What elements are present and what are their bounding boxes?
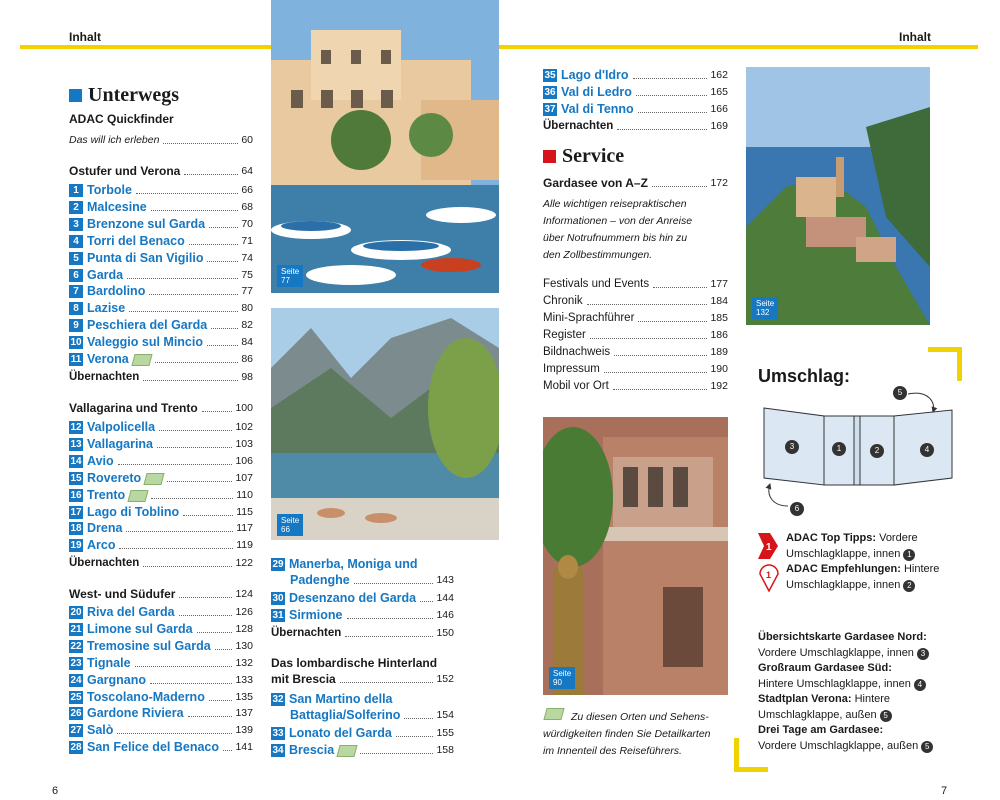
- service-page: 177: [710, 278, 728, 290]
- number-badge: 10: [70, 337, 82, 349]
- service-label: Impressum: [543, 363, 600, 375]
- entry-text: Vordere Umschlagklappe, innen: [758, 646, 914, 659]
- toc-row[interactable]: [69, 538, 253, 552]
- number-badge: 14: [70, 455, 82, 467]
- toc-page: 165: [710, 86, 728, 98]
- toc-page: 80: [241, 302, 253, 315]
- tipps-text-2: Umschlagklappe, innen: [786, 547, 901, 560]
- toc-page: 135: [235, 690, 253, 703]
- circle-number: 3: [917, 648, 929, 660]
- toc-label: Salò: [87, 723, 114, 738]
- seite-number: 77: [281, 276, 290, 285]
- entry-title: Drei Tage am Gardasee:: [758, 724, 884, 736]
- toc-row[interactable]: [69, 420, 253, 434]
- section-title: Vallagarina und Trento: [69, 401, 198, 415]
- tipps-entry[interactable]: [758, 531, 918, 562]
- toc-row[interactable]: [69, 505, 253, 519]
- circle-number: 2: [903, 580, 915, 592]
- toc-label: Riva del Garda: [87, 605, 175, 619]
- map-entry[interactable]: [758, 723, 958, 754]
- toc-row[interactable]: [69, 234, 253, 248]
- section-page: 100: [235, 402, 253, 414]
- toc-page: 130: [235, 639, 253, 652]
- toc-row[interactable]: [69, 352, 253, 366]
- toc-row[interactable]: [69, 318, 253, 332]
- entry-title: Stadtplan Verona:: [758, 693, 852, 705]
- service-page: 189: [710, 346, 728, 358]
- toc-row[interactable]: [69, 690, 253, 704]
- number-badge: 17: [70, 506, 82, 518]
- number-badge: 16: [70, 489, 82, 501]
- service-row[interactable]: [543, 277, 728, 291]
- toc-label: Peschiera del Garda: [87, 318, 208, 333]
- number-badge: 27: [70, 725, 82, 737]
- toc-label: Torri del Benaco: [87, 233, 185, 248]
- number-badge: 25: [70, 691, 82, 703]
- service-row[interactable]: [543, 362, 728, 376]
- service-label: Mini-Sprachführer: [543, 312, 635, 324]
- toc-label: Tignale: [87, 655, 131, 670]
- number-badge: 33: [272, 728, 284, 739]
- az-label: Gardasee von A–Z: [543, 176, 648, 190]
- toc-page: 133: [235, 673, 253, 686]
- az-description: [543, 196, 692, 264]
- service-page: 190: [710, 363, 728, 375]
- hinterland-title: Das lombardische Hinterland: [271, 656, 438, 670]
- service-row[interactable]: [543, 379, 728, 393]
- header-rule-right: [499, 45, 978, 49]
- number-badge: 23: [70, 657, 82, 669]
- blue-square-icon: [69, 89, 82, 102]
- toc-label: Lago di Toblino: [87, 504, 180, 519]
- diagram-number-badge: 6: [790, 502, 804, 516]
- entry-text: Vordere Umschlagklappe, außen: [758, 739, 919, 752]
- toc-label: Valeggio sul Mincio: [87, 335, 203, 350]
- ueb-label: Übernachten: [543, 120, 614, 132]
- entry-text: Hintere: [851, 693, 891, 705]
- toc-page: 144: [436, 592, 454, 604]
- toc-label: Drena: [87, 521, 123, 536]
- entry-text: Umschlagklappe, außen: [758, 708, 877, 721]
- toc-page: 107: [235, 471, 253, 484]
- service-row[interactable]: [543, 311, 728, 325]
- number-badge: 30: [272, 593, 284, 604]
- toc-page: 86: [241, 353, 253, 365]
- number-badge: 22: [70, 640, 82, 652]
- toc-row[interactable]: [69, 454, 253, 468]
- toc-row[interactable]: [69, 521, 253, 535]
- toc-row[interactable]: [271, 591, 454, 605]
- photo-harbor: [271, 0, 499, 293]
- ueb-label: Übernachten: [69, 371, 140, 383]
- photo-lake-beach: [271, 308, 499, 540]
- toc-row[interactable]: [69, 740, 253, 754]
- number-badge: 4: [69, 235, 83, 248]
- seite-number: 90: [553, 678, 562, 687]
- circle-number: 1: [903, 549, 915, 561]
- service-label: Mobil vor Ort: [543, 380, 609, 392]
- service-page: 184: [710, 295, 728, 307]
- service-label: Chronik: [543, 295, 583, 307]
- toc-label: Bardolino: [87, 284, 146, 299]
- empf-text-2: Umschlagklappe, innen: [786, 578, 901, 591]
- toc-row[interactable]: [69, 622, 253, 636]
- toc-page: 77: [241, 285, 253, 298]
- ueb-page: 122: [235, 557, 253, 569]
- entry-text: Hintere Umschlagklappe, innen: [758, 677, 911, 690]
- az-page: 172: [710, 177, 728, 189]
- seite-number: 132: [756, 308, 770, 317]
- number-badge: 8: [69, 302, 83, 315]
- seite-badge-77: [277, 265, 303, 287]
- toc-page: 103: [235, 437, 253, 450]
- toc-label: Lago d'Idro: [561, 68, 629, 82]
- service-label: Bildnachweis: [543, 346, 611, 358]
- toc-label: Punta di San Vigilio: [87, 250, 204, 265]
- top-tipp-icon: [758, 533, 778, 559]
- ueb-label: Übernachten: [69, 557, 140, 569]
- empf-bold: ADAC Empfehlungen:: [786, 563, 901, 575]
- red-square-icon: [543, 150, 556, 163]
- map-entries: [758, 630, 958, 754]
- toc-row-29[interactable]: [271, 557, 454, 587]
- number-badge: 19: [70, 540, 82, 552]
- toc-page: 102: [235, 421, 253, 433]
- number-badge: 6: [69, 269, 83, 282]
- toc-row[interactable]: [543, 68, 728, 82]
- seite-label: Seite: [756, 299, 775, 308]
- map-entry[interactable]: [758, 661, 958, 692]
- number-badge: 7: [69, 285, 83, 298]
- circle-number: 5: [921, 741, 933, 753]
- toc-label: Verona: [87, 352, 129, 366]
- hinterland-page: 152: [436, 673, 454, 685]
- toc-row[interactable]: [543, 102, 728, 116]
- header-right: Inhalt: [899, 30, 931, 44]
- toc-label: Valpolicella: [87, 420, 156, 434]
- toc-label: Rovereto: [87, 470, 142, 485]
- number-badge: 29: [272, 558, 284, 570]
- toc-page: 66: [241, 184, 253, 196]
- service-row[interactable]: [543, 294, 728, 308]
- toc-label: Desenzano del Garda: [289, 591, 417, 605]
- toc-page: 137: [235, 707, 253, 720]
- number-badge: 3: [69, 218, 83, 231]
- ueb-page: 98: [241, 371, 253, 383]
- toc-label-cont: Battaglia/Solferino: [290, 708, 401, 722]
- hinterland-heading[interactable]: [271, 656, 454, 686]
- toc-page: 155: [436, 727, 454, 739]
- number-badge: 2: [69, 201, 83, 214]
- diagram-number-badge: 4: [920, 443, 934, 457]
- number-badge: 18: [70, 523, 82, 535]
- toc-label: Malcesine: [87, 199, 147, 214]
- toc-row[interactable]: [69, 639, 253, 653]
- number-badge: 13: [70, 438, 82, 450]
- service-heading: [543, 145, 624, 168]
- map-entry[interactable]: [758, 630, 958, 661]
- toc-label: Brenzone sul Garda: [87, 216, 206, 231]
- toc-row[interactable]: [271, 743, 454, 757]
- number-badge: 5: [69, 252, 83, 265]
- toc-label: Torbole: [87, 183, 132, 197]
- service-title: Service: [562, 145, 625, 167]
- toc-label: Avio: [87, 453, 114, 468]
- lake-illustration: [271, 308, 499, 540]
- map-icon: [131, 354, 152, 366]
- toc-label: Lonato del Garda: [289, 726, 392, 740]
- recommendation-icon: [758, 564, 780, 592]
- number-badge: 21: [70, 623, 82, 635]
- toc-page: 84: [241, 336, 253, 349]
- diagram-number-badge: 5: [893, 386, 907, 400]
- map-icon: [144, 473, 165, 485]
- diagram-number-badge: 3: [785, 440, 799, 454]
- toc-label: San Felice del Benaco: [87, 740, 219, 755]
- entry-title: Übersichtskarte Gardasee Nord:: [758, 631, 927, 643]
- toc-page: 141: [235, 741, 253, 754]
- map-icon: [543, 708, 564, 720]
- number-badge: 31: [272, 610, 284, 621]
- section-title: Ostufer und Verona: [69, 164, 181, 178]
- toc-row[interactable]: [69, 673, 253, 687]
- toc-row[interactable]: [271, 726, 454, 740]
- service-page: 186: [710, 329, 728, 341]
- service-label: Register: [543, 329, 586, 341]
- toc-page: 128: [235, 622, 253, 635]
- number-badge: 26: [70, 708, 82, 720]
- toc-label: Brescia: [289, 743, 335, 757]
- toc-row[interactable]: [69, 437, 253, 451]
- page-number-left: 6: [52, 785, 59, 797]
- seite-badge-90: [549, 667, 575, 689]
- toc-row[interactable]: [69, 217, 253, 231]
- toc-label: Sirmione: [289, 608, 343, 622]
- map-icon: [128, 490, 149, 502]
- circle-number: 5: [880, 710, 892, 722]
- toc-label: Val di Tenno: [561, 102, 634, 116]
- toc-row[interactable]: [69, 133, 253, 147]
- seite-label: Seite: [281, 516, 300, 525]
- toc-page: 143: [436, 574, 454, 586]
- number-badge: 24: [70, 674, 82, 686]
- entry-title: Großraum Gardasee Süd:: [758, 662, 892, 674]
- empf-text: Hintere: [900, 563, 940, 575]
- ueb-row[interactable]: [271, 626, 454, 640]
- number-badge: 15: [70, 472, 82, 484]
- number-badge: 34: [272, 745, 284, 756]
- ueb-row[interactable]: [69, 370, 253, 384]
- svg-text:1: 1: [766, 542, 772, 553]
- number-badge: 37: [544, 104, 556, 115]
- toc-page: 74: [241, 251, 253, 264]
- toc-label-cont: Padenghe: [290, 573, 350, 587]
- unterwegs-title: Unterwegs: [88, 84, 180, 106]
- toc-row[interactable]: [69, 723, 253, 737]
- toc-row[interactable]: [69, 488, 253, 502]
- caption-line: im Innenteil des Reiseführers.: [543, 745, 682, 757]
- photo-juliet-balcony: [543, 417, 728, 695]
- service-row[interactable]: [543, 328, 728, 342]
- toc-page: 119: [236, 539, 253, 552]
- toc-label: Das will ich erleben: [69, 134, 160, 146]
- toc-row[interactable]: [69, 471, 253, 485]
- map-caption: [543, 708, 733, 760]
- toc-row[interactable]: [69, 706, 253, 720]
- number-badge: 12: [70, 422, 82, 433]
- number-badge: 1: [69, 184, 83, 197]
- balcony-illustration: [543, 417, 728, 695]
- toc-row[interactable]: [69, 268, 253, 282]
- toc-label: Lazise: [87, 301, 126, 316]
- toc-row[interactable]: [543, 85, 728, 99]
- ueb-row[interactable]: [69, 556, 253, 570]
- toc-page: 139: [235, 724, 253, 737]
- toc-label: Gargnano: [87, 672, 147, 687]
- toc-row[interactable]: [69, 605, 253, 619]
- section-page: 64: [241, 165, 253, 177]
- number-badge: 36: [544, 87, 556, 98]
- toc-label: Toscolano-Maderno: [87, 689, 205, 704]
- svg-text:1: 1: [766, 570, 772, 580]
- toc-page: 75: [241, 268, 253, 281]
- toc-page: 146: [436, 609, 454, 621]
- number-badge: 9: [69, 319, 83, 332]
- unterwegs-heading: [69, 84, 179, 107]
- toc-page: 110: [236, 488, 253, 501]
- section-row-westufer[interactable]: [69, 587, 253, 601]
- village-illustration: [746, 67, 930, 325]
- toc-page: 60: [241, 134, 253, 146]
- tipps-bold: ADAC Top Tipps:: [786, 532, 877, 544]
- toc-row[interactable]: [69, 251, 253, 265]
- map-icon: [337, 745, 358, 757]
- service-page: 192: [710, 380, 728, 392]
- hinterland-title-cont: mit Brescia: [271, 672, 336, 686]
- umschlag-title: Umschlag:: [758, 366, 851, 386]
- toc-label: Limone sul Garda: [87, 621, 193, 636]
- toc-row[interactable]: [69, 183, 253, 197]
- toc-label: San Martino della: [289, 692, 393, 706]
- ueb-row[interactable]: [543, 119, 728, 133]
- toc-row[interactable]: [271, 608, 454, 622]
- diagram-number-badge: 1: [832, 442, 846, 456]
- ueb-page: 169: [710, 120, 728, 132]
- az-row[interactable]: [543, 176, 728, 190]
- ueb-page: 150: [436, 627, 454, 639]
- toc-row[interactable]: [69, 301, 253, 315]
- quickfinder-heading: ADAC Quickfinder: [69, 112, 174, 126]
- seite-number: 66: [281, 525, 290, 534]
- toc-row-32[interactable]: [271, 692, 454, 722]
- empfehlungen-entry[interactable]: [758, 562, 939, 593]
- toc-page: 154: [436, 709, 454, 721]
- number-badge: 32: [272, 693, 284, 705]
- az-desc-line: Alle wichtigen reisepraktischen: [543, 198, 687, 210]
- map-entry[interactable]: [758, 692, 958, 723]
- toc-page: 106: [235, 454, 253, 467]
- toc-page: 82: [241, 319, 253, 332]
- number-badge: 35: [544, 70, 556, 81]
- seite-badge-66: [277, 514, 303, 536]
- header-left: Inhalt: [69, 30, 101, 44]
- toc-page: 71: [241, 234, 253, 247]
- toc-page: 68: [241, 200, 253, 213]
- toc-page: 158: [436, 744, 454, 756]
- service-page: 185: [710, 312, 728, 324]
- number-badge: 20: [70, 607, 82, 618]
- az-desc-line: Informationen – von der Anreise: [543, 215, 693, 227]
- section-row-ostufer[interactable]: [69, 164, 253, 178]
- tipps-text: Vordere: [876, 532, 918, 544]
- toc-label: Trento: [87, 487, 126, 502]
- header-rule-left: [20, 45, 271, 49]
- corner-mark-top: [928, 347, 962, 381]
- page-number-right: 7: [941, 785, 948, 797]
- toc-label: Garda: [87, 267, 124, 282]
- seite-badge-132: [752, 297, 778, 319]
- circle-number: 4: [914, 679, 926, 691]
- caption-line: würdigkeiten finden Sie Detailkarten: [543, 728, 711, 740]
- toc-label: Manerba, Moniga und: [289, 557, 418, 571]
- service-row[interactable]: [543, 345, 728, 359]
- toc-label: Vallagarina: [87, 436, 154, 451]
- caption-line: Zu diesen Orten und Sehens-: [571, 711, 709, 723]
- toc-page: 70: [241, 217, 253, 230]
- az-desc-line: über Notrufnummern bis hin zu: [543, 232, 688, 244]
- toc-row[interactable]: [69, 284, 253, 298]
- number-badge: 28: [70, 742, 82, 754]
- toc-page: 126: [235, 606, 253, 618]
- section-page: 124: [235, 588, 253, 600]
- section-row-vallagarina[interactable]: [69, 401, 253, 415]
- toc-row[interactable]: [69, 200, 253, 214]
- toc-label: Gardone Riviera: [87, 706, 184, 721]
- toc-page: 132: [235, 656, 253, 669]
- section-title: West- und Südufer: [69, 587, 176, 601]
- toc-row[interactable]: [69, 656, 253, 670]
- photo-hill-village: [746, 67, 930, 325]
- az-desc-line: den Zollbestimmungen.: [543, 249, 653, 261]
- diagram-number-badge: 2: [870, 444, 884, 458]
- toc-label: Val di Ledro: [561, 85, 632, 99]
- number-badge: 11: [70, 354, 82, 365]
- ueb-label: Übernachten: [271, 627, 342, 639]
- toc-page: 117: [236, 522, 253, 535]
- seite-label: Seite: [281, 267, 300, 276]
- toc-label: Arco: [87, 538, 116, 553]
- seite-label: Seite: [553, 669, 572, 678]
- service-label: Festivals und Events: [543, 278, 650, 290]
- toc-label: Tremosine sul Garda: [87, 638, 211, 653]
- toc-page: 162: [710, 69, 728, 81]
- toc-page: 166: [710, 103, 728, 115]
- toc-row[interactable]: [69, 335, 253, 349]
- harbor-illustration: [271, 0, 499, 293]
- toc-page: 115: [236, 505, 253, 518]
